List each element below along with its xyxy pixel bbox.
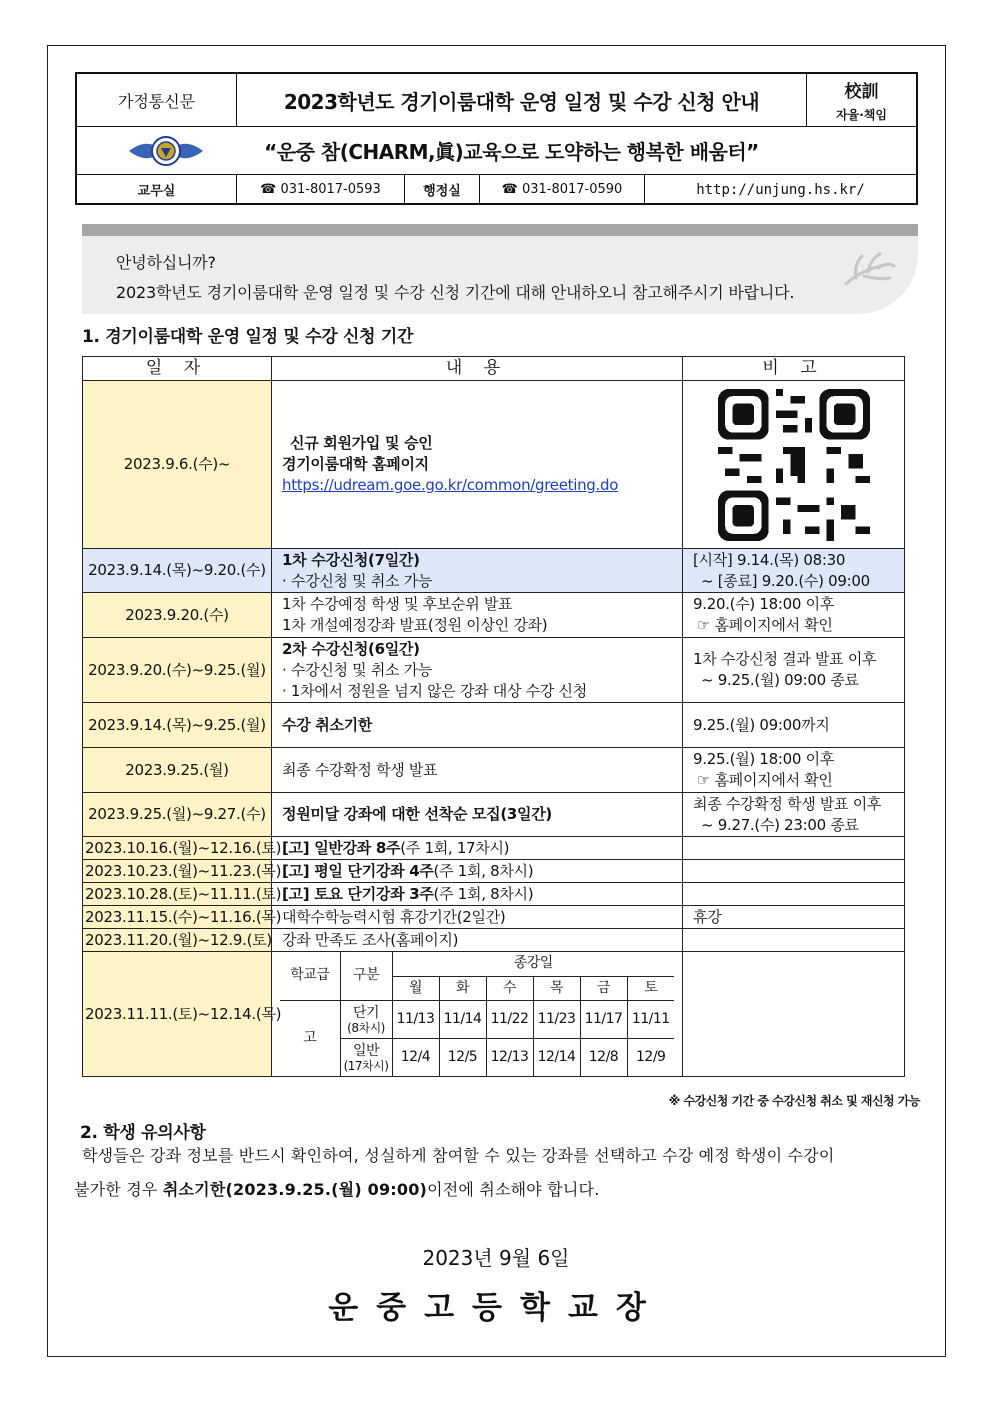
header-row-contact <box>77 175 916 204</box>
sub-header-type: 구분 <box>340 952 392 1000</box>
row-content: 수강 취소기한 <box>272 703 683 748</box>
col-header-content: 내 용 <box>272 357 683 381</box>
note-line: 9.20.(수) 18:00 이후 <box>693 595 835 613</box>
greeting-top-bar <box>82 224 918 236</box>
greeting-box <box>82 236 918 314</box>
content-line: 2차 수강신청(6일간) <box>282 639 420 658</box>
end-date-cell: 12/9 <box>627 1038 674 1076</box>
end-date-cell: 12/13 <box>486 1038 533 1076</box>
row-content <box>272 952 683 1077</box>
row-date: 2023.9.14.(목)~9.25.(월) <box>83 703 272 748</box>
note-line: 1차 수강신청 결과 발표 이후 <box>693 650 877 668</box>
content-line: 신규 회원가입 및 승인 <box>290 434 433 452</box>
row-content <box>272 883 683 906</box>
header-row-title <box>77 74 916 127</box>
row-note: 휴강 <box>683 906 905 929</box>
homepage-link[interactable]: https://udream.goe.go.kr/common/greeting.do <box>282 476 619 494</box>
letter-header <box>75 72 918 205</box>
sub-header-grade: 학교급 <box>280 952 340 1000</box>
content-line: · 1차에서 정원을 넘지 않은 강좌 대상 수강 신청 <box>282 681 587 700</box>
school-slogan: “운중 참(CHARM,眞)교육으로 도약하는 행복한 배움터” <box>264 140 759 164</box>
schedule-table <box>82 356 905 1077</box>
motto-text: 자율·책임 <box>836 108 887 122</box>
end-date-cell: 12/4 <box>392 1038 439 1076</box>
table-row <box>83 703 905 748</box>
notice-line-2 <box>74 1177 920 1200</box>
row-content: 대학수학능력시험 휴강기간(2일간) <box>272 906 683 929</box>
note-line: ☞ 홈페이지에서 확인 <box>697 616 833 634</box>
note-line: ~ 9.27.(수) 23:00 종료 <box>701 815 859 834</box>
row-note <box>683 883 905 906</box>
content-line: 경기이룸대학 홈페이지 <box>282 455 429 473</box>
row-note <box>683 549 905 593</box>
office1-phone: ☎ 031-8017-0593 <box>237 175 405 204</box>
end-date-subtable <box>280 952 674 1076</box>
row-date: 2023.10.23.(월)~11.23.(목) <box>83 860 272 883</box>
day-header: 월 <box>392 976 439 1000</box>
row-note <box>683 860 905 883</box>
day-header: 토 <box>627 976 674 1000</box>
header-row-slogan <box>77 127 916 175</box>
row-content: 강좌 만족도 조사(홈페이지) <box>272 929 683 952</box>
table-header-row <box>83 357 905 381</box>
end-date-cell: 11/23 <box>533 1000 580 1038</box>
row-note <box>683 793 905 837</box>
row-note <box>683 837 905 860</box>
table-row <box>83 906 905 929</box>
leaf-ornament-icon <box>840 250 896 290</box>
note-line: ~ [종료] 9.20.(수) 09:00 <box>701 571 870 590</box>
footnote: ※ 수강신청 기간 중 수강신청 취소 및 재신청 가능 <box>668 1094 920 1108</box>
row-date: 2023.11.20.(월)~12.9.(토) <box>83 929 272 952</box>
content-line: 1차 수강신청(7일간) <box>282 550 420 569</box>
note-line: ☞ 홈페이지에서 확인 <box>697 771 833 789</box>
content-line: · 수강신청 및 취소 가능 <box>282 660 433 679</box>
table-row <box>83 793 905 837</box>
content-rest: (주 1회, 8차시) <box>433 884 534 903</box>
sub-type-regular <box>340 1038 392 1076</box>
principal-signature: 운중고등학교장 <box>328 1290 664 1326</box>
school-website-link[interactable]: http://unjung.hs.kr/ <box>696 181 865 198</box>
note-line: [시작] 9.14.(목) 08:30 <box>693 550 846 569</box>
table-row <box>83 638 905 703</box>
type-sessions: (17차시) <box>343 1058 389 1073</box>
note-line: ~ 9.25.(월) 09:00 종료 <box>701 671 859 689</box>
row-date: 2023.9.6.(수)~ <box>83 381 272 549</box>
greeting-line-2: 2023학년도 경기이룸대학 운영 일정 및 수강 신청 기간에 대해 안내하오니 참고해주시기 바랍니다. <box>116 283 795 302</box>
content-rest: (주 1회, 17차시) <box>400 838 510 857</box>
office1-label: 교무실 <box>77 175 237 204</box>
office2-phone: ☎ 031-8017-0590 <box>480 175 645 204</box>
day-header: 화 <box>439 976 486 1000</box>
cancel-deadline: 취소기한(2023.9.25.(월) 09:00) <box>162 1180 428 1199</box>
row-date: 2023.11.11.(토)~12.14.(목) <box>83 952 272 1077</box>
row-note <box>683 593 905 638</box>
end-date-cell: 11/13 <box>392 1000 439 1038</box>
table-row <box>83 952 905 1077</box>
office2-label: 행정실 <box>405 175 480 204</box>
issue-date: 2023년 9월 6일 <box>422 1246 570 1270</box>
row-content <box>272 381 683 549</box>
content-rest: (주 1회, 8차시) <box>433 861 534 880</box>
school-motto <box>807 74 916 126</box>
table-row <box>83 929 905 952</box>
notice-text: 이전에 취소해야 합니다. <box>427 1180 600 1199</box>
table-row <box>83 860 905 883</box>
motto-label: 校訓 <box>844 82 879 102</box>
content-line: 1차 개설예정강좌 발표(정원 이상인 강좌) <box>282 616 548 634</box>
end-date-cell: 11/22 <box>486 1000 533 1038</box>
end-date-cell: 11/11 <box>627 1000 674 1038</box>
table-row <box>83 549 905 593</box>
row-note: 9.25.(월) 09:00까지 <box>683 703 905 748</box>
row-content <box>272 837 683 860</box>
row-note <box>683 929 905 952</box>
row-content: 정원미달 강좌에 대한 선착순 모집(3일간) <box>272 793 683 837</box>
day-header: 금 <box>580 976 627 1000</box>
type-label: 단기 <box>352 1004 380 1021</box>
row-note <box>683 748 905 793</box>
col-header-note: 비 고 <box>683 357 905 381</box>
sub-grade: 고 <box>303 1029 317 1046</box>
row-note <box>683 638 905 703</box>
note-line: 최종 수강확정 학생 발표 이후 <box>693 794 882 813</box>
row-content <box>272 860 683 883</box>
type-sessions: (8차시) <box>347 1020 385 1035</box>
row-content <box>272 549 683 593</box>
type-label: 일반 <box>352 1042 380 1059</box>
content-line: 1차 수강예정 학생 및 후보순위 발표 <box>282 595 513 613</box>
qr-code-icon[interactable] <box>718 389 870 541</box>
end-date-cell: 11/14 <box>439 1000 486 1038</box>
sub-header-end: 종강일 <box>392 952 674 976</box>
table-row <box>83 837 905 860</box>
row-note <box>683 381 905 549</box>
row-date: 2023.9.20.(수) <box>83 593 272 638</box>
row-content <box>272 593 683 638</box>
table-row <box>83 593 905 638</box>
note-line: 9.25.(월) 18:00 이후 <box>693 750 835 768</box>
table-row <box>83 748 905 793</box>
sub-type-short <box>340 1000 392 1038</box>
row-date: 2023.10.16.(월)~12.16.(토) <box>83 837 272 860</box>
row-content: 최종 수강확정 학생 발표 <box>272 748 683 793</box>
row-note <box>683 952 905 1077</box>
section-1-title: 1. 경기이룸대학 운영 일정 및 수강 신청 기간 <box>82 327 414 347</box>
day-header: 목 <box>533 976 580 1000</box>
table-row <box>83 883 905 906</box>
doc-title: 2023학년도 경기이룸대학 운영 일정 및 수강 신청 안내 <box>237 74 807 126</box>
end-date-cell: 11/17 <box>580 1000 627 1038</box>
table-row <box>83 381 905 549</box>
notice-line-1: 학생들은 강좌 정보를 반드시 확인하여, 성실하게 참여할 수 있는 강좌를 선택하고 수강 예정 학생이 수강이 <box>82 1146 835 1165</box>
section-2-title: 2. 학생 유의사항 <box>80 1123 206 1143</box>
notice-text: 불가한 경우 <box>74 1180 163 1199</box>
doc-type: 가정통신문 <box>77 74 237 126</box>
content-line: · 수강신청 및 취소 가능 <box>282 571 433 590</box>
content-bold: [고] 토요 단기강좌 3주 <box>282 884 434 903</box>
row-date: 2023.9.25.(월) <box>83 748 272 793</box>
content-bold: [고] 평일 단기강좌 4주 <box>282 861 434 880</box>
row-date: 2023.9.20.(수)~9.25.(월) <box>83 638 272 703</box>
greeting-line-1: 안녕하십니까? <box>116 253 216 272</box>
day-header: 수 <box>486 976 533 1000</box>
col-header-date: 일 자 <box>83 357 272 381</box>
content-bold: [고] 일반강좌 8주 <box>282 838 401 857</box>
row-content <box>272 638 683 703</box>
row-date: 2023.9.25.(월)~9.27.(수) <box>83 793 272 837</box>
row-date: 2023.11.15.(수)~11.16.(목) <box>83 906 272 929</box>
end-date-cell: 12/14 <box>533 1038 580 1076</box>
row-date: 2023.10.28.(토)~11.11.(토) <box>83 883 272 906</box>
end-date-cell: 12/5 <box>439 1038 486 1076</box>
row-date: 2023.9.14.(목)~9.20.(수) <box>83 549 272 593</box>
end-date-cell: 12/8 <box>580 1038 627 1076</box>
